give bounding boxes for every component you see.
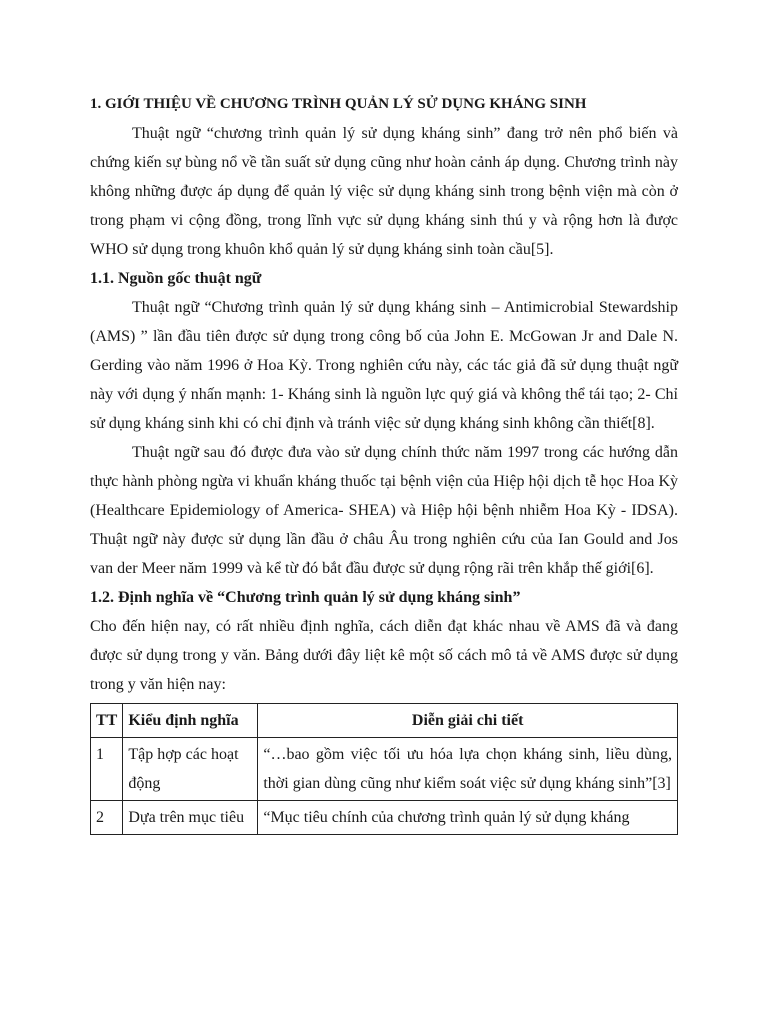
row-detail: “…bao gồm việc tối ưu hóa lựa chọn kháng sinh, liều dùng, thời gian dùng cũng như kiểm soát việc sử dụng kháng sinh”[3]: [258, 738, 678, 801]
header-tt: TT: [91, 704, 123, 738]
document-content: [90, 90, 678, 835]
row-type: Tập hợp các hoạt động: [123, 738, 258, 801]
row-type: Dựa trên mục tiêu: [123, 801, 258, 835]
section-1-2-title: 1.2. Định nghĩa về “Chương trình quản lý sử dụng kháng sinh”: [90, 589, 521, 606]
row-detail: “Mục tiêu chính của chương trình quản lý sử dụng kháng: [258, 801, 678, 835]
section-1-1-title: 1.1. Nguồn gốc thuật ngữ: [90, 270, 262, 287]
header-type: Kiểu định nghĩa: [123, 704, 258, 738]
definitions-table: [90, 703, 678, 835]
table-row: [91, 801, 678, 835]
intro-paragraph: Thuật ngữ “chương trình quản lý sử dụng kháng sinh” đang trở nên phổ biến và chứng kiến sự bùng nổ về tần suất sử dụng cũng như hoàn cảnh áp dụng. Chương trình này không những được áp dụng để quản lý việc sử dụng kháng sinh trong bệnh viện mà còn ở trong phạm vi cộng đồng, trong lĩnh vực sử dụng kháng sinh thú y và rộng hơn là được WHO sử dụng trong khuôn khổ quản lý sử dụng kháng sinh toàn cầu[5].: [90, 125, 678, 258]
section-1-2-paragraph-1: Cho đến hiện nay, có rất nhiều định nghĩa, cách diễn đạt khác nhau về AMS đã và đang được sử dụng trong y văn. Bảng dưới đây liệt kê một số cách mô tả về AMS được sử dụng trong y văn hiện nay:: [90, 618, 678, 693]
table-header-row: [91, 704, 678, 738]
header-detail: Diễn giải chi tiết: [258, 704, 678, 738]
row-tt: 2: [91, 801, 123, 835]
section-1-1-paragraph-1: Thuật ngữ “Chương trình quản lý sử dụng kháng sinh – Antimicrobial Stewardship (AMS) ” lần đầu tiên được sử dụng trong công bố của John E. McGowan Jr and Dale N. Gerding vào năm 1996 ở Hoa Kỳ. Trong nghiên cứu này, các tác giả đã sử dụng thuật ngữ này với dụng ý nhấn mạnh: 1- Kháng sinh là nguồn lực quý giá và không thể tái tạo; 2- Chỉ sử dụng kháng sinh khi có chỉ định và tránh việc sử dụng kháng sinh không cần thiết[8].: [90, 299, 678, 432]
table-row: [91, 738, 678, 801]
row-tt: 1: [91, 738, 123, 801]
section-1-1-paragraph-2: Thuật ngữ sau đó được đưa vào sử dụng chính thức năm 1997 trong các hướng dẫn thực hành phòng ngừa vi khuẩn kháng thuốc tại bệnh viện của Hiệp hội dịch tễ học Hoa Kỳ (Healthcare Epidemiology of America- SHEA) và Hiệp hội bệnh nhiễm Hoa Kỳ - IDSA). Thuật ngữ này được sử dụng lần đầu ở châu Âu trong nghiên cứu của Ian Gould and Jos van der Meer năm 1999 và kể từ đó bắt đầu được sử dụng rộng rãi trên khắp thế giới[6].: [90, 444, 678, 577]
main-heading: 1. GIỚI THIỆU VỀ CHƯƠNG TRÌNH QUẢN LÝ SỬ DỤNG KHÁNG SINH: [90, 96, 587, 112]
